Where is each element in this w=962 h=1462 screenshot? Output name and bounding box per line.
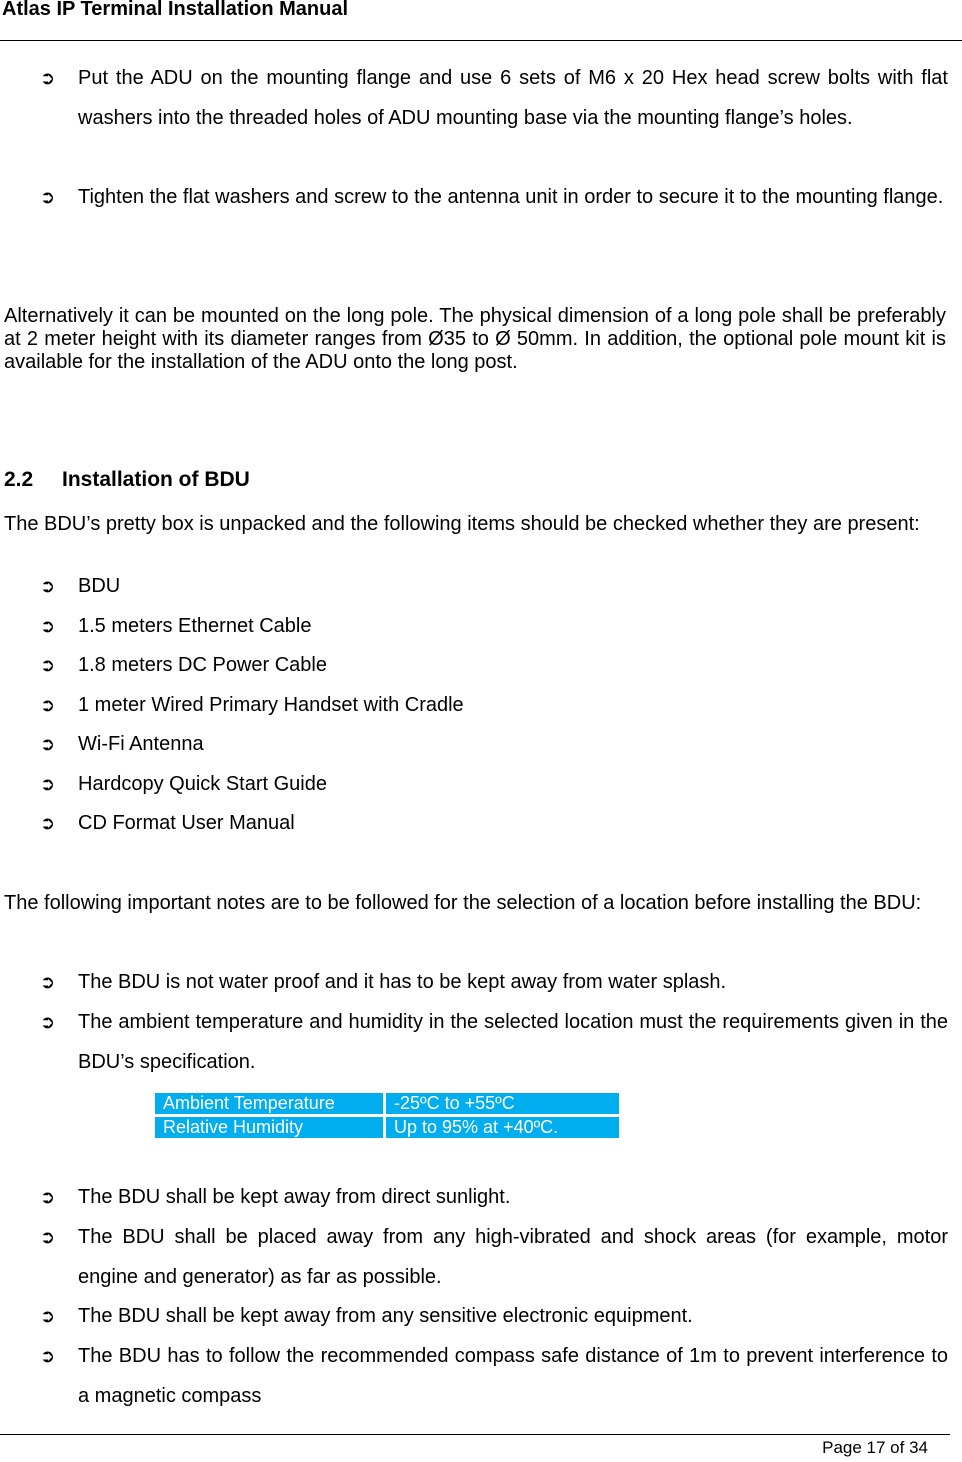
section-heading	[4, 468, 250, 492]
list-item: ➲ Tighten the flat washers and screw to the antenna unit in order to secure it to the mounting flange.	[40, 177, 948, 217]
arrow-bullet-icon: ➲	[40, 1306, 56, 1326]
section-intro: The BDU’s pretty box is unpacked and the following items should be checked whether they are present:	[4, 513, 920, 535]
spec-value: -25ºC to +55ºC	[386, 1093, 619, 1114]
list-item: ➲ Put the ADU on the mounting flange and use 6 sets of M6 x 20 Hex head screw bolts with flat washers into the threaded holes of ADU mounting base via the mounting flange’s holes.	[40, 58, 948, 138]
arrow-bullet-icon: ➲	[40, 1227, 56, 1247]
table-row	[155, 1093, 619, 1114]
arrow-bullet-icon: ➲	[40, 1012, 56, 1032]
notes-intro: The following important notes are to be followed for the selection of a location before installing the BDU:	[4, 892, 922, 914]
arrow-bullet-icon: ➲	[40, 68, 56, 88]
arrow-bullet-icon: ➲	[40, 972, 56, 992]
list-item: ➲ The BDU shall be kept away from direct sunlight.	[40, 1177, 948, 1217]
spec-value: Up to 95% at +40ºC.	[386, 1117, 619, 1138]
spec-label: Relative Humidity	[155, 1117, 383, 1138]
arrow-bullet-icon: ➲	[40, 774, 56, 794]
page-number: Page 17 of 34	[822, 1438, 928, 1457]
list-item: ➲ The BDU has to follow the recommended compass safe distance of 1m to prevent interference to a magnetic compass	[40, 1336, 948, 1416]
arrow-bullet-icon: ➲	[40, 813, 56, 833]
arrow-bullet-icon: ➲	[40, 695, 56, 715]
spec-label: Ambient Temperature	[155, 1093, 383, 1114]
list-item: ➲ The BDU is not water proof and it has to be kept away from water splash.	[40, 962, 948, 1002]
arrow-bullet-icon: ➲	[40, 734, 56, 754]
section-title: Installation of BDU	[62, 468, 250, 491]
list-item: ➲ Hardcopy Quick Start Guide	[40, 764, 948, 804]
arrow-bullet-icon: ➲	[40, 187, 56, 207]
list-item: ➲ The BDU shall be placed away from any high-vibrated and shock areas (for example, motor engine and generator) as far as possible.	[40, 1217, 948, 1297]
document-title: Atlas IP Terminal Installation Manual	[2, 0, 349, 20]
list-item: ➲ 1 meter Wired Primary Handset with Cradle	[40, 685, 948, 725]
list-item: ➲ Wi-Fi Antenna	[40, 724, 948, 764]
arrow-bullet-icon: ➲	[40, 655, 56, 675]
footer-divider	[0, 1434, 950, 1435]
list-item: ➲ 1.8 meters DC Power Cable	[40, 645, 948, 685]
table-row	[155, 1117, 619, 1138]
list-item: ➲ The BDU shall be kept away from any sensitive electronic equipment.	[40, 1296, 948, 1336]
list-item: ➲ CD Format User Manual	[40, 803, 948, 843]
list-item: ➲ The ambient temperature and humidity in the selected location must the requirements given in the BDU’s specification.	[40, 1002, 948, 1082]
list-item: ➲ 1.5 meters Ethernet Cable	[40, 606, 948, 646]
section-number: 2.2	[4, 468, 34, 491]
header-divider	[0, 40, 962, 41]
pole-mount-paragraph: Alternatively it can be mounted on the long pole. The physical dimension of a long pole shall be preferably at 2 meter height with its diameter ranges from Ø35 to Ø 50mm. In addition, the optional pole mount kit is available for the installation of the ADU onto the long post.	[4, 305, 946, 373]
list-item: ➲ BDU	[40, 566, 948, 606]
arrow-bullet-icon: ➲	[40, 576, 56, 596]
arrow-bullet-icon: ➲	[40, 616, 56, 636]
arrow-bullet-icon: ➲	[40, 1346, 56, 1366]
arrow-bullet-icon: ➲	[40, 1187, 56, 1207]
environment-spec-table	[152, 1090, 622, 1141]
